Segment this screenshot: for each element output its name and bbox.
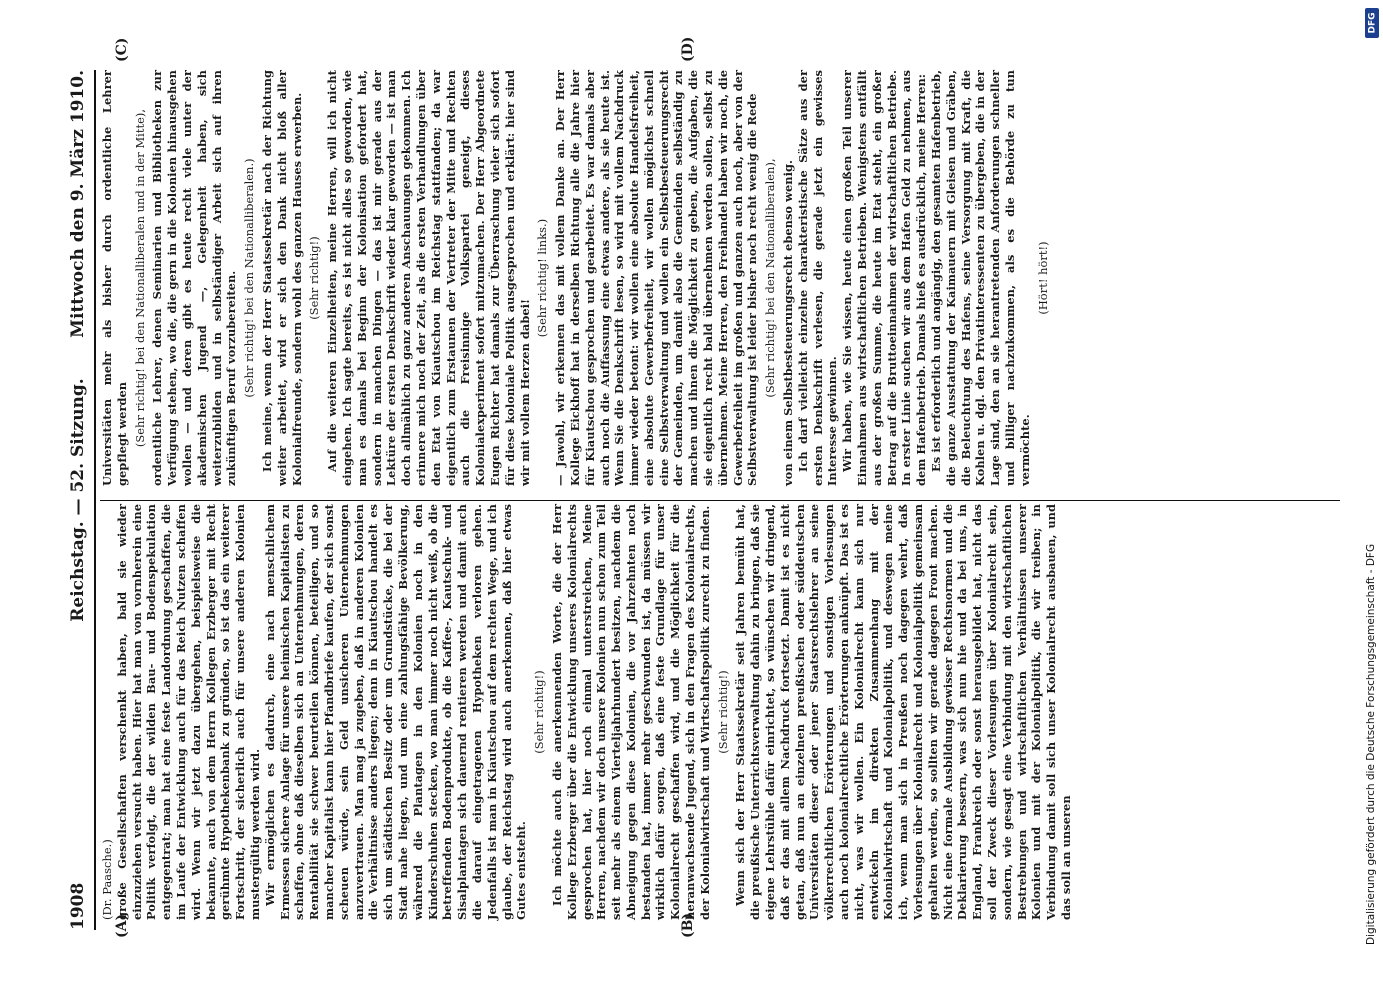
right-column <box>100 70 1053 486</box>
left-column <box>100 504 1074 920</box>
paragraph: von einem Selbstbesteuerungsrecht ebenso wenig. <box>781 160 796 486</box>
paragraph: — Jawohl, wir erkennen das mit vollem Danke an. Der Herr Kollege Eickhoff hat in derselben Richtung alle die Jahre hier für Kiautschou gesprochen und gearbeitet. Es war damals aber auch noch die Auffassung eine etwas andere, als sie heute ist. Wenn Sie die Denkschrift lesen, so wird mit vollem Nachdruck immer wieder betont: wir wollen eine absolute Handelsfreiheit, eine absolute Gewerbefreiheit, wir wollen möglichst schnell eine Selbstverwaltung und wollen ein Selbstbesteuerungsrecht der Gemeinden, um damit also die Gemeinden selbständig zu machen und ihnen die Möglichkeit zu geben, die Aufgaben, die sie eigentlich recht bald übernehmen werden sollen, selbst zu übernehmen. Meine Herren, den Freihandel haben wir noch, die Gewerbefreiheit im großen und ganzen auch noch, aber von der Selbstverwaltung ist leider bisher noch recht wenig die Rede <box>553 70 760 486</box>
margin-marker-c: (C) <box>114 37 130 62</box>
dfg-logo-icon: DFG <box>1365 8 1379 38</box>
page-number: 1908 <box>68 882 88 930</box>
margin-marker-d: (D) <box>680 36 696 62</box>
paragraph: Universitäten mehr als bisher durch ordentliche Lehrer gepflegt werden <box>100 70 129 486</box>
paragraph: Wir ermöglichen es dadurch, eine nach menschlichem Ermessen sichere Anlage für unsere heimischen Kapitalisten zu schaffen, ohne daß dieselben sich an Unternehmungen, deren Rentabilität sie schwer beurteilen können, beteiligen, und so mancher Kapitalist kann hier Pfandbriefe kaufen, der sich sonst scheuen würde, sein Geld unsicheren Unternehmungen anzuvertrauen. Man mag ja zugeben, daß in anderen Kolonien die Verhältnisse anders liegen; denn in Kiautschou handelt es sich um städtischen Besitz oder um Grundstücke, die bei der Stadt nahe liegen, und um eine zahlungsfähige Bevölkerung, während die Plantagen in den Kolonien noch in den Kinderschuhen stecken, wo man immer noch nicht weiß, ob die betreffenden Bodenprodukte, ob die Kaffee-, Kautschuk- und Sisalplantagen sich dauernd rentieren werden und damit auch die darauf eingetragenen Hypotheken verloren gehen. Jedenfalls ist man in Kiautschou auf dem rechten Wege, und ich glaube, der Reichstag wird auch anerkennen, daß hier etwas Gutes entsteht. <box>262 504 529 920</box>
paragraph: Auf die weiteren Einzelheiten, meine Herren, will ich nicht eingehen. Ich sagte bereits, es ist nicht alles so geworden, wie man es damals bei Beginn der Kolonisation gefordert hat, sondern in manchen Dingen — das ist mir gerade aus der Lektüre der ersten Denkschrift wieder klar geworden — ist man doch allmählich zu ganz anderen Anschauungen gekommen. Ich erinnere mich noch der Zeit, als die ersten Verhandlungen über den Etat von Kiautschou im Reichstag stattfanden; da war eigentlich zum Erstaunen der Vertreter der Mitte und Rechten auch die Freisinnige Volkspartei geneigt, dieses Kolonialexperiment sofort mitzumachen. Der Herr Abgeordnete Eugen Richter hat damals zur Überraschung vieler sich sofort für diese koloniale Politik ausgesprochen und erklärt: hier sind wir mit vollem Herzen dabei! <box>325 70 532 486</box>
interjection: (Sehr richtig!) <box>532 670 547 754</box>
paragraph: ordentliche Lehrer, denen Seminarien und Bibliotheken zur Verfügung stehen, wo die, die gern in die Kolonien hinausgehen wollen — und deren gibt es heute recht viele unter der akademischen Jugend —, Gelegenheit haben, sich weiterzubilden und in selbständiger Arbeit sich auf ihren zukünftigen Beruf vorzubereiten. <box>150 70 239 486</box>
session-date: Mittwoch den 9. März 1910. <box>68 70 88 338</box>
interjection: (Sehr richtig! bei den Nationalliberalen), <box>763 158 778 398</box>
paragraph: Wir haben, wie Sie wissen, heute einen großen Teil unserer Einnahmen aus wirtschaftlichen Betrieben. Wenigstens entfällt aus der großen Summe, die heute im Etat steht, ein großer Betrag auf die Bruttoeinnahmen der wirtschaftlichen Betriebe. In erster Linie suchen wir aus dem Hafen Geld zu nehmen, aus dem Hafenbetrieb. Damals hieß es ausdrücklich, meine Herren: <box>840 70 929 486</box>
header-rule <box>94 70 96 930</box>
paragraph: Ich darf vielleicht einzelne charakteristische Sätze aus der ersten Denkschrift verlesen, die gerade jetzt ein gewisses Interesse gewinnen. <box>795 70 840 486</box>
quotation: Es ist erforderlich und angängig, den gesamten Hafenbetrieb, die ganze Ausstattung der Kaimauern mit Gleisen und Gräben, die Beleuchtung des Hafens, seine Versorgung mit Kraft, die Kohlen u. dgl. den Privatinteressenten zu übergeben, die in der Lage sind, den an sie herantretenden Anforderungen schneller und billiger nachzukommen, als es die Behörde zu tun vermöchte. <box>929 70 1032 486</box>
interjection: (Sehr richtig!) <box>715 670 730 754</box>
paragraph: große Gesellschaften verschenkt haben, bald sie wieder einzuziehen versucht haben. Hier hat man von vornherein eine Politik verfolgt, die der wilden Bau- und Bodenspekulation entgegentrat; man hat eine feste Landordnung geschaffen, die im Laufe der Entwicklung auch für das Reich Nutzen schaffen wird. Wenn wir jetzt dazu übergehen, beispielsweise die bekannte, auch von dem Herrn Kollegen Erzberger mit Recht gerühmte Hypothekenbank zu gründen, so ist das ein weiterer Fortschritt, der sicherlich auch für unsere anderen Kolonien mustergültig werden wird. <box>114 504 262 920</box>
column-divider <box>100 500 1340 501</box>
digitization-credit <box>1363 10 1379 990</box>
paragraph: Wenn sich der Herr Staatssekretär seit Jahren bemüht hat, die preußische Unterrichtsverwaltung dahin zu bringen, daß sie eigene Lehrstühle dafür einrichtet, so wünschen wir dringend, daß er das mit allem Nachdruck fortsetzt. Damit ist es nicht getan, daß nun an einzelnen preußischen oder süddeutschen Universitäten dieser oder jener Staatsrechtslehrer an seine völkerrechtlichen Erörterungen und sonstigen Vorlesungen auch noch kolonialrechtliche Erörterungen anknüpft. Das ist es nicht, was wir wollen. Ein Kolonialrecht kann sich nur entwickeln im direkten Zusammenhang mit der Kolonialwirtschaft und Kolonialpolitik, und deswegen meine ich, wenn man sich in Preußen noch dagegen wehrt, daß Vorlesungen über Kolonialrecht und Kolonialpolitik gemeinsam gehalten werden, so sollten wir gerade dagegen Front machen. Nicht eine formale Ausbildung gewisser Rechtsnormen und die Deklarierung bessern, was sich nun hie und da bei uns, in England, Frankreich oder sonst herausgebildet hat, nicht das soll der Zweck dieser Vorlesungen über Kolonialrecht sein, sondern, wie gesagt eine Verbindung mit den wirtschaftlichen Bestrebungen und wirtschaftlichen Verhältnissen unserer Kolonien und mit der Kolonialpolitik, die wir treiben; in Verbindung damit soll sich unser Kolonialrecht ausbauen, und das soll an unseren <box>733 504 1073 920</box>
margin-marker-a: (A) <box>114 913 130 938</box>
newspaper-page <box>60 0 1370 1000</box>
interjection: (Sehr richtig! bei den Nationalliberalen.) <box>242 158 257 398</box>
session-title: Reichstag. — 52. Sitzung. <box>68 378 88 622</box>
interjection: (Sehr richtig! bei den Nationalliberalen und in der Mitte), <box>132 108 147 448</box>
interjection: (Hört! hört!) <box>1035 241 1050 315</box>
credit-text: Digitalisierung gefördert durch die Deutsche Forschungsgemeinschaft - DFG <box>1365 543 1377 945</box>
paragraph: Ich möchte auch die anerkennenden Worte, die der Herr Kollege Erzberger über die Entwicklung unseres Kolonialrechts gesprochen hat, hier noch einmal unterstreichen, Meine Herren, nachdem wir doch unsere Kolonien nun schon zum Teil seit mehr als einem Vierteljahrhundert besitzen, nachdem die Abneigung gegen diese Kolonien, die vor Jahrzehnten noch bestanden hat, immer mehr geschwunden ist, da müssen wir wirklich dafür sorgen, daß eine feste Grundlage für unser Kolonialrecht geschaffen wird, und die Möglichkeit für die heranwachsende Jugend, sich in den Fragen des Kolonialrechts, der Kolonialwirtschaft und Wirtschaftspolitik zurecht zu finden. <box>549 504 712 920</box>
margin-marker-b: (B) <box>680 912 696 938</box>
interjection: (Sehr richtig!) <box>307 236 322 320</box>
interjection: (Sehr richtig! links.) <box>535 218 550 338</box>
speaker-name: (Dr. Paasche.) <box>100 839 114 920</box>
page-header <box>64 70 90 930</box>
paragraph: Ich meine, wenn der Herr Staatssekretär nach der Richtung weiter arbeitet, wird er sich den Dank nicht bloß aller Kolonialfreunde, sondern wohl des ganzen Hauses erwerben. <box>259 70 304 486</box>
